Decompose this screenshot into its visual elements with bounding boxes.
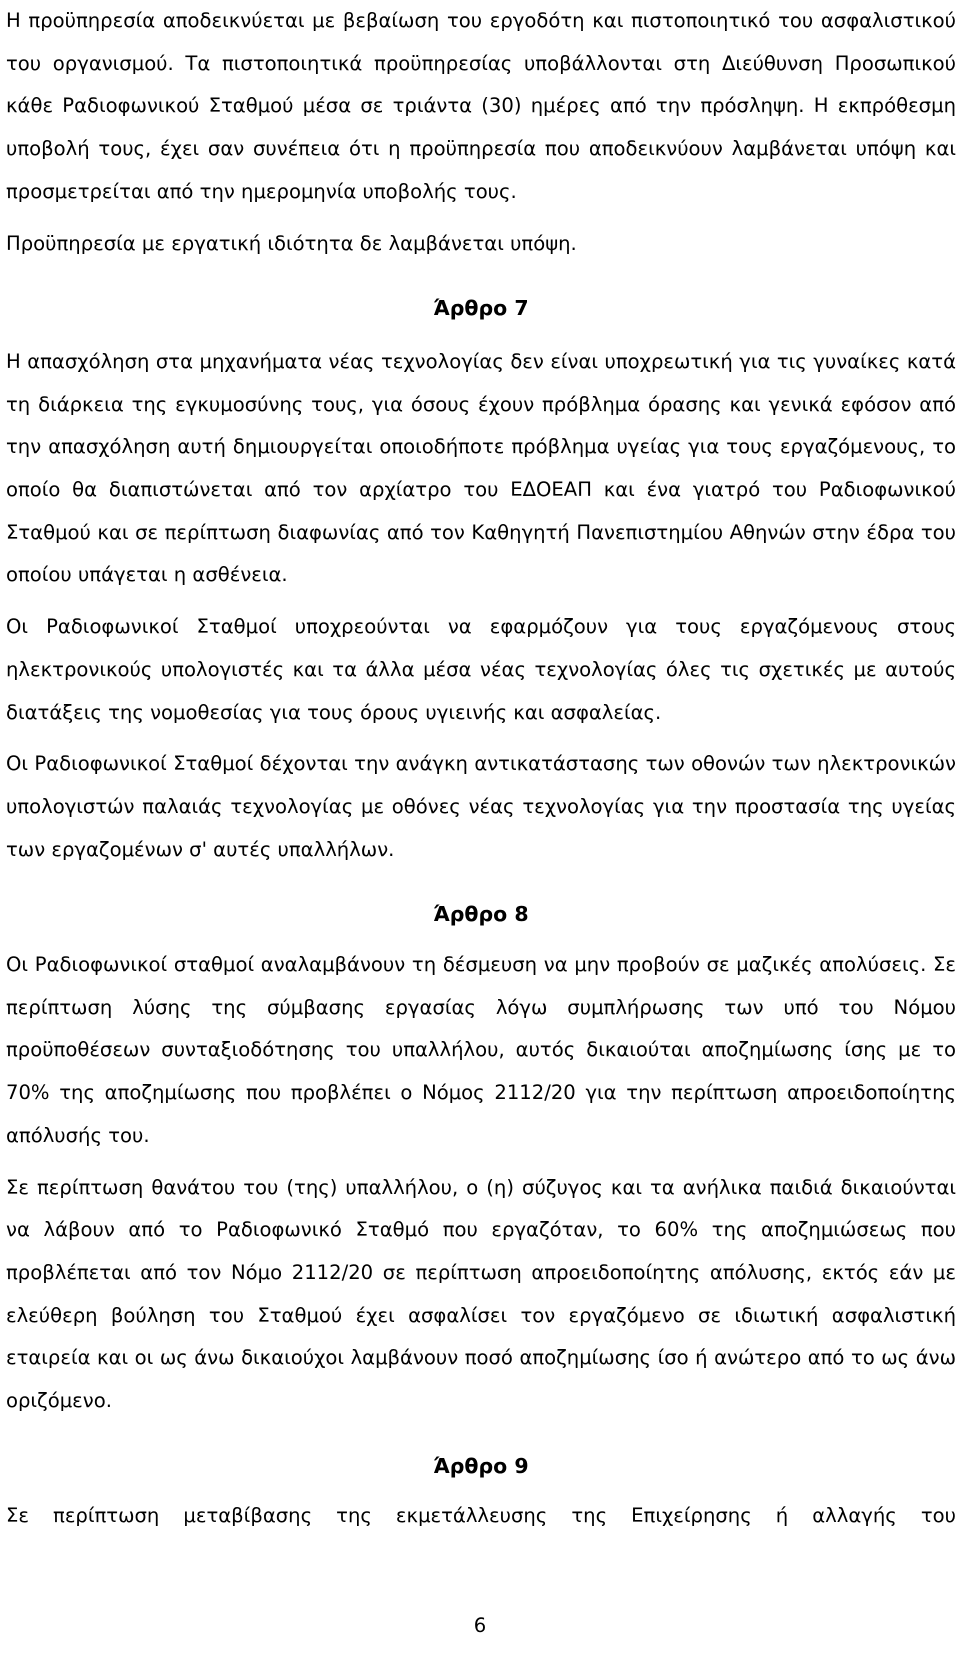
article-7-paragraph-1: Η απασχόληση στα μηχανήματα νέας τεχνολογίας δεν είναι υποχρεωτική για τις γυναίκες κατά τη διάρκεια της εγκυμοσύνης τους, για όσους έχουν πρόβλημα όρασης και γενικά εφόσον από την απασχόληση αυτή δημιουργείται οποιοδήποτε πρόβλημα υγείας για τους εργαζόμενους, το οποίο θα διαπιστώνεται από τον αρχίατρο του ΕΔΟΕΑΠ και ένα γιατρό του Ραδιοφωνικού Σταθμού και σε περίπτωση διαφωνίας από τον Καθηγητή Πανεπιστημίου Αθηνών στην έδρα του οποίου υπάγεται η ασθένεια. [6, 349, 956, 587]
article-7-paragraph-3: Οι Ραδιοφωνικοί Σταθμοί δέχονται την ανάγκη αντικατάστασης των οθονών των ηλεκτρονικών υπολογιστών παλαιάς τεχνολογίας με οθόνες νέας τεχνολογίας για την προστασία της υγείας των εργαζομένων σ' αυτές υπαλλήλων. [6, 752, 956, 861]
article-8-paragraph-1: Οι Ραδιοφωνικοί σταθμοί αναλαμβάνουν τη δέσμευση να μην προβούν σε μαζικές απολύσεις. Σε περίπτωση λύσης της σύμβασης εργασίας λόγω συμπλήρωσης των υπό του Νόμου προϋποθέσεων συνταξιοδότησης του υπαλλήλου, αυτός δικαιούται αποζημίωσης ίσης με το 70% της αποζημίωσης που προβλέπει ο Νόμος 2112/20 για την περίπτωση απροειδοποίητης απόλυσής του. [6, 953, 956, 1147]
page-number: 6 [473, 1614, 487, 1637]
article-7-heading: Άρθρο 7 [433, 296, 529, 321]
article-8-paragraph-2: Σε περίπτωση θανάτου του (της) υπαλλήλου, ο (η) σύζυγος και τα ανήλικα παιδιά δικαιούνται να λάβουν από το Ραδιοφωνικό Σταθμό που εργαζόταν, το 60% της αποζημιώσεως που προβλέπεται από τον Νόμο 2112/20 σε περίπτωση απροειδοποίητης απόλυσης, εκτός εάν με ελεύθερη βούληση του Σταθμού έχει ασφαλίσει τον εργαζόμενο σε ιδιωτική ασφαλιστική εταιρεία και οι ως άνω δικαιούχοι λαμβάνουν ποσό αποζημίωσης ίσο ή ανώτερο από το ως άνω οριζόμενο. [6, 1175, 956, 1413]
paragraph-labor-service-excluded: Προϋπηρεσία με εργατική ιδιότητα δε λαμβάνεται υπόψη. [6, 231, 577, 255]
article-9-paragraph-1: Σε περίπτωση μεταβίβασης της εκμετάλλευσης της Επιχείρησης ή αλλαγής του [6, 1503, 956, 1527]
article-8-heading: Άρθρο 8 [433, 902, 529, 927]
article-9-heading: Άρθρο 9 [433, 1453, 529, 1478]
document-body [6, 0, 956, 1537]
article-7-paragraph-2: Οι Ραδιοφωνικοί Σταθμοί υποχρεούνται να εφαρμόζουν για τους εργαζόμενους στους ηλεκτρονικούς υπολογιστές και τα άλλα μέσα νέας τεχνολογίας όλες τις σχετικές με αυτούς διατάξεις της νομοθεσίας για τους όρους υγιεινής και ασφαλείας. [6, 615, 956, 724]
paragraph-prior-service-proof: Η προϋπηρεσία αποδεικνύεται με βεβαίωση του εργοδότη και πιστοποιητικό του ασφαλιστικού του οργανισμού. Τα πιστοποιητικά προϋπηρεσίας υποβάλλονται στη Διεύθυνση Προσωπικού κάθε Ραδιοφωνικού Σταθμού μέσα σε τριάντα (30) ημέρες από την πρόσληψη. Η εκπρόθεσμη υποβολή τους, έχει σαν συνέπεια ότι η προϋπηρεσία που αποδεικνύουν λαμβάνεται υπόψη και προσμετρείται από την ημερομηνία υποβολής τους. [6, 9, 956, 203]
